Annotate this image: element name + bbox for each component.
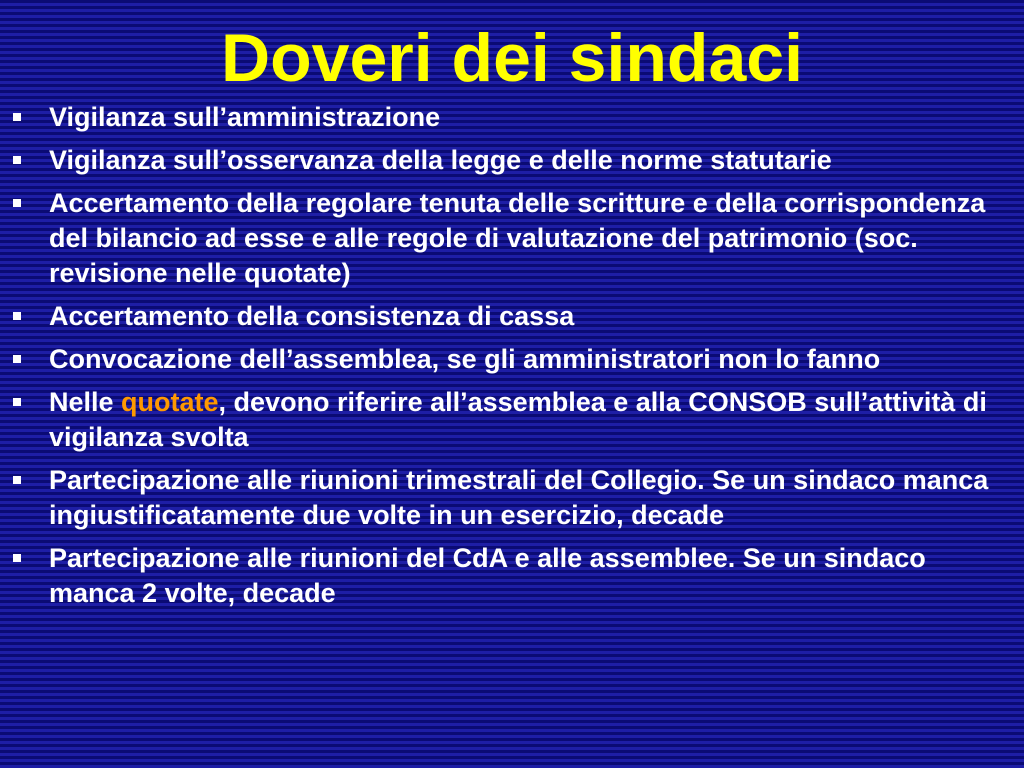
bullet-item bbox=[0, 541, 1024, 611]
square-bullet-icon bbox=[13, 355, 21, 363]
bullet-text-prefix: Nelle bbox=[49, 387, 122, 417]
bullet-item bbox=[0, 186, 1024, 291]
bullet-text-suffix: , devono riferire all’assemblea e alla CONSOB sull’attività di vigilanza svolta bbox=[49, 387, 987, 452]
bullet-item bbox=[0, 143, 1024, 178]
square-bullet-icon bbox=[13, 156, 21, 164]
bullet-text: Vigilanza sull’amministrazione bbox=[49, 102, 441, 132]
bullet-text: Vigilanza sull’osservanza della legge e delle norme statutarie bbox=[49, 145, 832, 175]
bullet-text: Convocazione dell’assemblea, se gli amministratori non lo fanno bbox=[49, 344, 881, 374]
bullet-item bbox=[0, 299, 1024, 334]
square-bullet-icon bbox=[13, 312, 21, 320]
square-bullet-icon bbox=[13, 398, 21, 406]
slide-title: Doveri dei sindaci bbox=[221, 20, 803, 96]
square-bullet-icon bbox=[13, 113, 21, 121]
bullet-text: Accertamento della consistenza di cassa bbox=[49, 301, 575, 331]
bullet-list bbox=[0, 100, 1024, 619]
bullet-text: Partecipazione alle riunioni trimestrali del Collegio. Se un sindaco manca ingiustificatamente due volte in un esercizio, decade bbox=[49, 465, 989, 530]
square-bullet-icon bbox=[13, 554, 21, 562]
bullet-item bbox=[0, 342, 1024, 377]
square-bullet-icon bbox=[13, 199, 21, 207]
bullet-item bbox=[0, 100, 1024, 135]
bullet-item bbox=[0, 385, 1024, 455]
square-bullet-icon bbox=[13, 476, 21, 484]
highlighted-word: quotate bbox=[121, 387, 219, 417]
bullet-text: Partecipazione alle riunioni del CdA e alle assemblee. Se un sindaco manca 2 volte, decade bbox=[49, 543, 926, 608]
bullet-text: Accertamento della regolare tenuta delle scritture e della corrispondenza del bilancio ad esse e alle regole di valutazione del patrimonio (soc. revisione nelle quotate) bbox=[49, 188, 986, 288]
bullet-item bbox=[0, 463, 1024, 533]
